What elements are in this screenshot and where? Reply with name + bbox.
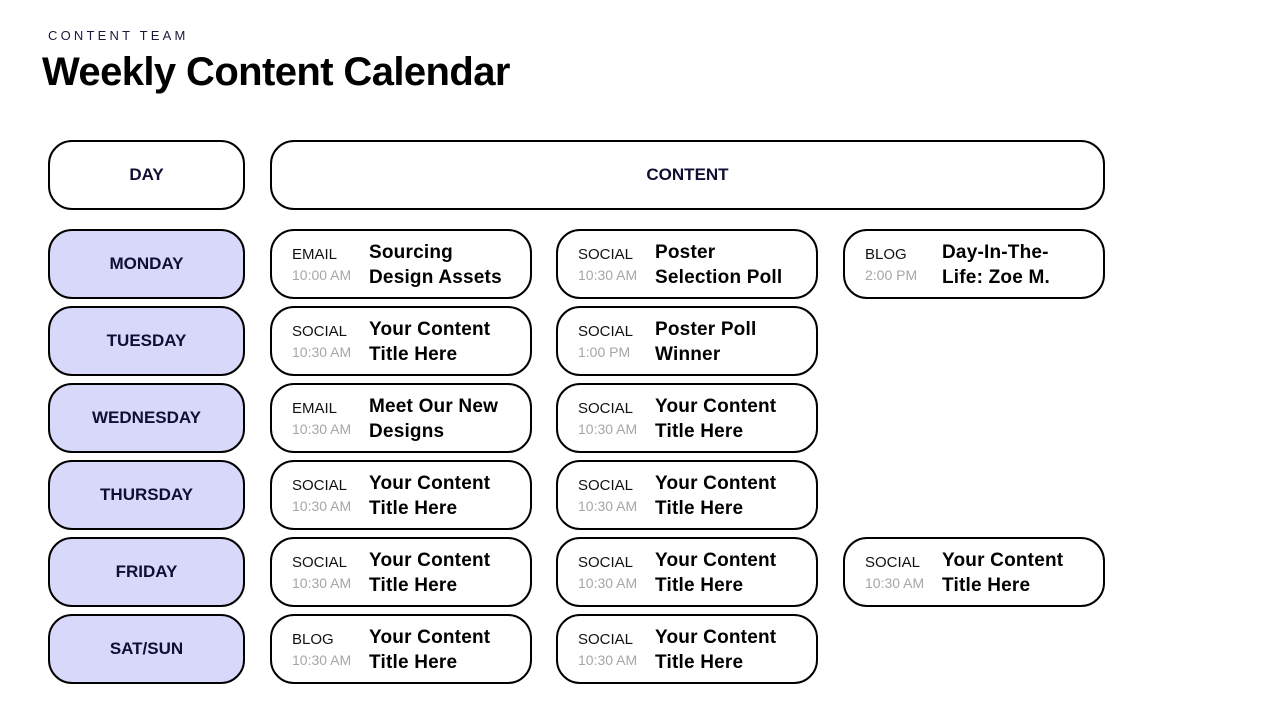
content-title: Your Content Title Here — [655, 473, 777, 519]
content-card[interactable] — [270, 229, 532, 299]
content-card[interactable] — [556, 383, 818, 453]
content-card[interactable] — [843, 229, 1105, 299]
day-column-header: DAY — [48, 140, 245, 210]
content-type: SOCIAL — [578, 246, 634, 263]
content-type: SOCIAL — [865, 554, 921, 571]
content-card[interactable] — [270, 383, 532, 453]
content-type: SOCIAL — [292, 554, 348, 571]
content-title: Your Content Title Here — [655, 550, 777, 596]
content-title: Your Content Title Here — [369, 627, 491, 673]
content-title: Sourcing Design Assets — [369, 242, 502, 288]
content-card[interactable] — [270, 460, 532, 530]
content-title: Meet Our New Designs — [369, 396, 499, 442]
content-type: SOCIAL — [578, 400, 634, 417]
content-type: SOCIAL — [578, 477, 634, 494]
day-label-thursday: THURSDAY — [48, 460, 245, 530]
day-label-monday: MONDAY — [48, 229, 245, 299]
content-card[interactable] — [270, 306, 532, 376]
content-time: 10:30 AM — [578, 421, 638, 437]
content-type: SOCIAL — [578, 323, 634, 340]
content-time: 10:30 AM — [292, 344, 352, 360]
content-time: 10:30 AM — [865, 575, 925, 591]
content-type: SOCIAL — [292, 323, 348, 340]
content-time: 1:00 PM — [578, 344, 631, 360]
content-card[interactable] — [270, 537, 532, 607]
content-type: EMAIL — [292, 246, 338, 263]
content-time: 10:30 AM — [578, 498, 638, 514]
content-title: Your Content Title Here — [942, 550, 1064, 596]
content-type: BLOG — [865, 246, 907, 263]
content-card[interactable] — [556, 229, 818, 299]
content-card[interactable] — [556, 306, 818, 376]
content-card[interactable] — [556, 614, 818, 684]
day-label-friday: FRIDAY — [48, 537, 245, 607]
content-type: EMAIL — [292, 400, 338, 417]
content-time: 10:30 AM — [292, 421, 352, 437]
content-time: 10:30 AM — [578, 267, 638, 283]
content-time: 10:30 AM — [578, 652, 638, 668]
content-time: 10:00 AM — [292, 267, 352, 283]
content-title: Day-In-The-Life: Zoe M. — [942, 242, 1050, 288]
content-time: 10:30 AM — [292, 575, 352, 591]
content-title: Your Content Title Here — [369, 319, 491, 365]
content-type: BLOG — [292, 631, 334, 648]
content-title: Poster Poll Winner — [655, 319, 757, 365]
content-card[interactable] — [556, 460, 818, 530]
content-time: 10:30 AM — [292, 652, 352, 668]
content-time: 2:00 PM — [865, 267, 918, 283]
content-card[interactable] — [556, 537, 818, 607]
content-title: Your Content Title Here — [655, 627, 777, 673]
content-time: 10:30 AM — [292, 498, 352, 514]
content-title: Poster Selection Poll — [655, 242, 783, 288]
content-column-header: CONTENT — [270, 140, 1105, 210]
day-label-wednesday: WEDNESDAY — [48, 383, 245, 453]
content-title: Your Content Title Here — [655, 396, 777, 442]
content-type: SOCIAL — [292, 477, 348, 494]
content-card[interactable] — [270, 614, 532, 684]
content-title: Your Content Title Here — [369, 550, 491, 596]
content-card[interactable] — [843, 537, 1105, 607]
eyebrow-label: CONTENT TEAM — [48, 28, 189, 43]
content-type: SOCIAL — [578, 554, 634, 571]
page-title: Weekly Content Calendar — [42, 50, 510, 94]
content-title: Your Content Title Here — [369, 473, 491, 519]
day-label-tuesday: TUESDAY — [48, 306, 245, 376]
content-type: SOCIAL — [578, 631, 634, 648]
day-label-weekend: SAT/SUN — [48, 614, 245, 684]
content-time: 10:30 AM — [578, 575, 638, 591]
